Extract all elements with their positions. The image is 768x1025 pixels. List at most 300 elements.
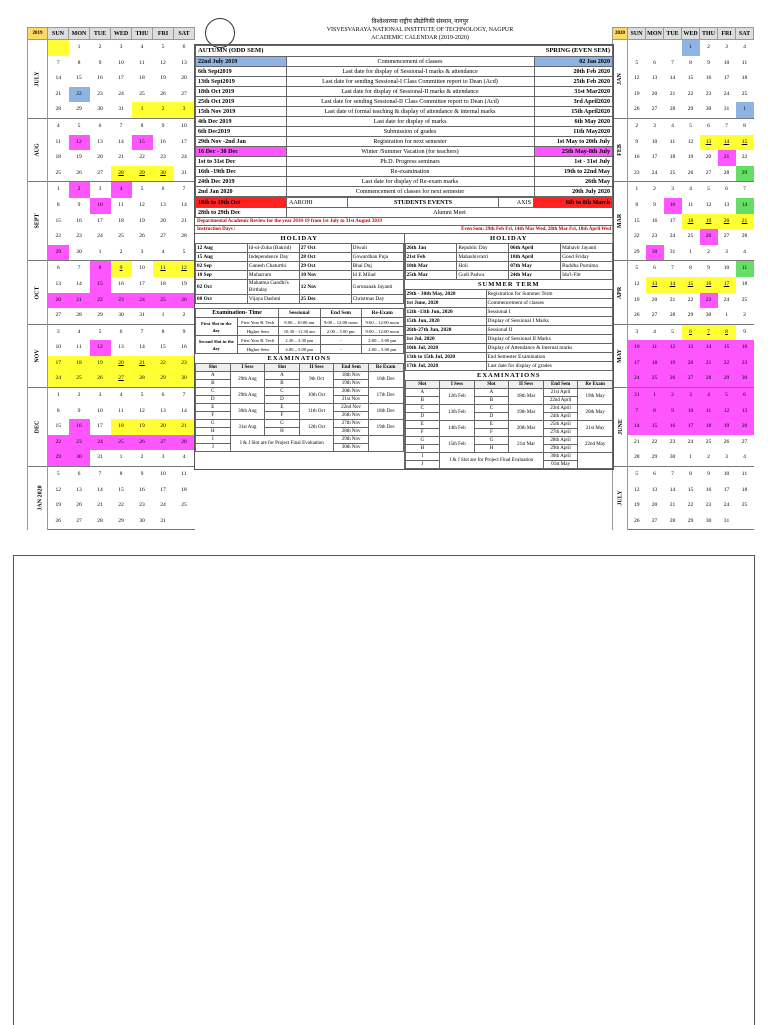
day-cell: 3 <box>174 102 195 118</box>
day-cell: 1 <box>48 388 69 404</box>
day-cell: 18 <box>139 75 145 82</box>
odd-sem-date: 29th Nov -2nd Jan <box>196 137 287 147</box>
day-cell: 1 <box>628 182 646 198</box>
day-cell: 5 <box>48 467 69 483</box>
event-description: Last date for display of Sessional-II marks & attendance <box>286 87 534 97</box>
day-cell: 19 <box>664 356 682 372</box>
day-cell: 14 <box>736 198 754 214</box>
holiday-name: Good Friday <box>561 253 613 262</box>
time-cell: - <box>320 336 362 345</box>
day-cell: 6 <box>646 467 664 483</box>
day-cell: 22 <box>718 356 736 372</box>
exam-date: 30th Aug <box>230 404 265 420</box>
day-cell: 13 <box>736 404 754 420</box>
day-cell <box>646 40 664 56</box>
day-cell: 15 <box>132 135 153 151</box>
weekday-header: WED <box>682 28 700 40</box>
day-cell: 22 <box>741 154 748 161</box>
day-cell: 21 <box>55 90 62 97</box>
exam-date: 16th Dec <box>368 372 403 388</box>
day-cell: 13 <box>55 280 62 287</box>
holiday-date: 26th Jan <box>405 244 457 253</box>
day-cell: 22 <box>118 502 124 509</box>
holiday-date: 07th May <box>509 262 561 271</box>
day-cell: 28 <box>669 312 676 319</box>
students-events-title: STUDENTS EVENTS <box>348 198 499 208</box>
summer-event: Display of Sessional I Marks <box>486 317 613 326</box>
holiday-date: 10 Nov <box>299 271 351 280</box>
holiday-name: Christmas Day <box>351 295 403 304</box>
day-cell: 4 <box>646 324 664 340</box>
day-cell: 21 <box>118 154 124 161</box>
day-cell: 21 <box>669 502 676 509</box>
slot-cell: B <box>196 380 231 388</box>
day-cell: 27 <box>55 312 62 319</box>
slot-cell: J <box>405 461 440 469</box>
holiday-name: Independence Day <box>247 253 299 262</box>
weekday-header: THU <box>700 28 718 40</box>
day-cell: 6 <box>153 182 174 198</box>
day-cell: 5 <box>628 261 646 277</box>
day-cell: 19 <box>139 217 145 224</box>
day-cell: 10 <box>153 467 174 483</box>
exam-date: 22nd May <box>578 437 613 453</box>
day-cell: 12 <box>687 138 694 145</box>
day-cell: 21 <box>181 217 187 224</box>
day-cell: 12 <box>705 201 712 208</box>
day-cell: 15 <box>687 75 694 82</box>
day-cell: 12 <box>90 340 111 356</box>
day-cell: 29 <box>97 312 103 319</box>
day-cell: 2 <box>707 454 710 461</box>
day-cell: 27 <box>723 233 730 240</box>
day-cell: 25 <box>705 438 712 445</box>
day-cell: 7 <box>664 467 682 483</box>
time-cell: 9:00 – 10:00 am <box>279 318 321 327</box>
day-cell: 10 <box>90 198 111 214</box>
exam-date: 19th Nov <box>334 380 369 388</box>
day-cell: 31 <box>139 312 145 319</box>
day-cell: 31 <box>723 106 730 113</box>
day-cell: 26 <box>723 438 730 445</box>
day-cell: 13 <box>651 486 658 493</box>
day-cell: 14 <box>664 277 682 293</box>
day-cell: 28 <box>181 233 187 240</box>
even-sem-date: 31st Mar2020 <box>534 87 613 97</box>
day-cell: 23 <box>705 90 712 97</box>
holiday-name: Holi <box>457 262 509 271</box>
exam-date: 29th April <box>543 445 578 453</box>
weekday-header: FRI <box>718 28 736 40</box>
day-cell: 22 <box>139 154 145 161</box>
day-cell: 23 <box>69 435 90 451</box>
institute-name: VISVESVARAYA NATIONAL INSTITUTE OF TECHNOLOGY, NAGPUR <box>326 27 514 33</box>
day-cell: 18 <box>669 154 676 161</box>
day-cell: 20 <box>181 75 187 82</box>
day-cell: 23 <box>97 90 103 97</box>
day-cell: 8 <box>646 404 664 420</box>
day-cell: 8 <box>90 261 111 277</box>
day-cell: 5 <box>682 118 700 134</box>
holiday-date: 06th April <box>509 244 561 253</box>
day-cell: 10 <box>97 407 103 414</box>
slot-cell: H <box>265 428 300 436</box>
day-cell: 17 <box>628 356 646 372</box>
slot-cell: C <box>474 405 509 413</box>
day-cell: 13 <box>646 277 664 293</box>
day-cell: 1 <box>646 388 664 404</box>
holidays-even <box>405 243 614 280</box>
day-cell: 21 <box>132 356 153 372</box>
day-cell: 19 <box>90 356 111 372</box>
weekday-header: TUE <box>90 28 111 40</box>
day-cell: 25 <box>153 293 174 309</box>
day-cell: 8 <box>77 59 81 66</box>
holiday-name: Vijaya Dashmi <box>247 295 299 304</box>
day-cell <box>736 514 754 530</box>
day-cell: 30 <box>153 166 174 182</box>
month-name: FEB <box>616 144 623 156</box>
day-cell: 24 <box>669 233 676 240</box>
holiday-date: 10th April <box>509 253 561 262</box>
day-cell: 14 <box>76 280 82 287</box>
day-cell: 3 <box>628 324 646 340</box>
summer-date: 29th - 30th May, 2020 <box>405 290 486 299</box>
exam-date: 17th Dec <box>368 388 403 404</box>
day-cell: 25 <box>69 371 90 387</box>
alumni-date: 28th to 29th Dec <box>196 208 287 218</box>
summer-event: Display of Sessional II Marks <box>486 335 613 344</box>
day-cell: 26 <box>664 371 682 387</box>
day-cell: 1 <box>725 312 728 319</box>
day-cell: 7 <box>90 467 111 483</box>
exam-date: 28th Nov <box>334 428 369 436</box>
weekday-header: SAT <box>174 28 195 40</box>
day-cell: 17 <box>139 280 145 287</box>
day-cell: 12 <box>633 75 640 82</box>
day-cell: 25 <box>118 233 124 240</box>
day-cell: 1 <box>69 40 90 56</box>
day-cell: 30 <box>646 245 664 261</box>
day-cell: 11 <box>669 138 676 145</box>
day-cell: 4 <box>69 324 90 340</box>
slot-cell: C <box>265 388 300 396</box>
exam-date: 18th Mar <box>509 389 544 405</box>
even-sem-date: 25th May-8th July <box>534 147 613 157</box>
day-cell: 19 <box>633 296 640 303</box>
slot-cell: C <box>196 388 231 396</box>
day-cell: 31 <box>181 169 187 176</box>
day-cell: 29 <box>682 514 700 530</box>
exams-title-right: EXAMINATIONS <box>476 372 541 379</box>
day-cell: 29 <box>76 106 82 113</box>
holiday-name: Mahavir Jayanti <box>561 244 613 253</box>
day-cell: 16 <box>76 217 82 224</box>
day-cell: 18 <box>111 419 132 435</box>
slot-cell: D <box>474 413 509 421</box>
day-cell: 29 <box>651 454 658 461</box>
day-cell: 9 <box>77 407 81 414</box>
time-cell: Higher Sem <box>237 327 279 336</box>
exam-time-table <box>195 308 404 354</box>
day-cell: 16 <box>705 75 712 82</box>
day-cell: 22 <box>69 87 90 103</box>
day-cell: 30 <box>705 312 712 319</box>
day-cell: 21 <box>718 150 736 166</box>
day-cell: 10 <box>664 198 682 214</box>
summer-event: Last date for display of grades <box>486 362 613 371</box>
exams-title-left: EXAMINATIONS <box>267 355 332 362</box>
day-cell: 23 <box>111 293 132 309</box>
day-cell: 21 <box>669 296 676 303</box>
day-cell: 11 <box>118 201 124 208</box>
odd-sem-panel <box>195 234 405 469</box>
day-cell: 23 <box>76 233 82 240</box>
even-sem-date: 1st May to 20th July <box>534 137 613 147</box>
holidays-odd <box>195 243 404 304</box>
day-cell: 1 <box>119 454 123 461</box>
month-name: MAY <box>617 348 623 363</box>
day-cell: 27 <box>651 312 658 319</box>
day-cell: 26 <box>90 371 111 387</box>
axis-label: AXIS <box>499 198 534 208</box>
day-cell: 3 <box>161 454 165 461</box>
even-sem-date: 1st - 31st July <box>534 157 613 167</box>
weekday-header: THU <box>132 28 153 40</box>
day-cell: 26 <box>628 514 646 530</box>
slot-cell: F <box>196 412 231 420</box>
day-cell: 23 <box>651 233 658 240</box>
day-cell: 20 <box>651 296 658 303</box>
day-cell: 27 <box>97 169 103 176</box>
day-cell: 26 <box>687 169 694 176</box>
day-cell: 1 <box>689 454 692 461</box>
day-cell: 22 <box>651 438 658 445</box>
day-cell: 20 <box>705 154 712 161</box>
odd-sem-date: 4th Dec 2019 <box>196 117 287 127</box>
day-cell: 16 <box>160 138 166 145</box>
reexam-col: Re-Exam <box>362 309 404 318</box>
day-cell: 22 <box>153 356 174 372</box>
day-cell: 13 <box>682 340 700 356</box>
even-sem-date: 20th Feb 2020 <box>534 67 613 77</box>
day-cell: 26 <box>160 90 166 97</box>
odd-sem-date: 25th Oct 2019 <box>196 97 287 107</box>
odd-sem-date: 16 Dec - 30 Dec <box>196 147 287 157</box>
event-description: Re-examination <box>286 167 534 177</box>
odd-sem-date: 18th Oct 2019 <box>196 87 287 97</box>
day-cell: 19 <box>55 502 62 509</box>
event-row <box>196 87 613 97</box>
exam-date: 19th May <box>578 389 613 405</box>
day-cell: 21 <box>669 90 676 97</box>
month-label <box>28 324 48 387</box>
endsem-col: End Sem <box>320 309 362 318</box>
day-cell: 4 <box>132 40 153 56</box>
day-cell: 28 <box>700 371 718 387</box>
day-cell: 12 <box>160 59 166 66</box>
summer-date: 15th Jun, 2020 <box>405 317 486 326</box>
day-cell: 5 <box>182 248 186 255</box>
day-cell: 18 <box>682 214 700 230</box>
even-sem-date: 11th May2020 <box>534 127 613 137</box>
summer-event: End Semester Examination <box>486 353 613 362</box>
summer-event: Commencement of classes <box>486 299 613 308</box>
exam-date: 26th Nov <box>334 412 369 420</box>
day-cell: 10 <box>718 467 736 483</box>
day-cell: 23 <box>700 293 718 309</box>
weekday-header: TUE <box>664 28 682 40</box>
day-cell: 6 <box>174 40 195 56</box>
time-cell: 2:00 – 5:00 pm <box>362 336 404 345</box>
day-cell: 5 <box>132 182 153 198</box>
day-cell: 18 <box>55 154 62 161</box>
events-table <box>195 45 613 197</box>
summer-event: Sessional II <box>486 326 613 335</box>
day-cell: 4 <box>743 454 746 461</box>
day-cell: 11 <box>687 201 694 208</box>
year-label: 2019 <box>28 28 48 40</box>
day-cell: 1 <box>736 102 754 118</box>
day-cell: 12 <box>69 135 90 151</box>
day-cell: 8 <box>153 324 174 340</box>
holiday-date: 28 Oct <box>299 253 351 262</box>
day-cell: 8 <box>682 467 700 483</box>
day-cell: 24 <box>132 293 153 309</box>
day-cell: 27 <box>682 371 700 387</box>
day-cell: 18 <box>700 419 718 435</box>
day-cell: 9 <box>174 324 195 340</box>
slot-cell: A <box>196 372 231 380</box>
day-cell: 28 <box>664 514 682 530</box>
day-cell: 7 <box>174 388 195 404</box>
exam-col-header: Slot <box>265 364 300 372</box>
day-cell: 16 <box>139 486 145 493</box>
event-description: Registration for next semester <box>286 137 534 147</box>
day-cell: 14 <box>181 407 187 414</box>
day-cell: 28 <box>633 454 640 461</box>
slot-cell: H <box>474 445 509 453</box>
day-cell: 10 <box>174 118 195 134</box>
day-cell: 28 <box>55 106 62 113</box>
summer-term-title: SUMMER TERM <box>477 281 540 288</box>
summer-event: Registration for Summer Term <box>486 290 613 299</box>
day-cell: 7 <box>718 118 736 134</box>
slot-cell: H <box>405 445 440 453</box>
day-cell: 15 <box>633 217 640 224</box>
year-label: 2020 <box>613 28 628 40</box>
day-cell: 13 <box>181 59 187 66</box>
exams-odd <box>195 363 404 452</box>
day-cell: 6 <box>653 59 656 66</box>
calendar-2020 <box>612 27 754 530</box>
day-cell: 21 <box>97 502 103 509</box>
day-cell: 4 <box>48 118 69 134</box>
event-row <box>196 117 613 127</box>
day-cell: 19 <box>76 154 82 161</box>
day-cell: 14 <box>628 419 646 435</box>
time-cell: 10.30 - 11.30 am <box>279 327 321 336</box>
day-cell: 16 <box>736 340 754 356</box>
day-cell: 5 <box>153 40 174 56</box>
month-label <box>28 467 48 530</box>
day-cell: 29 <box>687 312 694 319</box>
day-cell: 7 <box>671 59 674 66</box>
day-cell: 13 <box>160 407 166 414</box>
day-cell: 25 <box>741 502 748 509</box>
odd-sem-date: 22nd July 2019 <box>196 57 287 67</box>
day-cell: 1 <box>48 182 69 198</box>
even-sem-date: 19th to 22nd May <box>534 167 613 177</box>
day-cell: 6 <box>69 467 90 483</box>
holiday-name: Id-ul-Zuha (Bakrid) <box>247 244 299 253</box>
day-cell: 26 <box>76 169 82 176</box>
day-cell: 10 <box>628 340 646 356</box>
exam-col-header: Slot <box>405 381 440 389</box>
day-cell: 19 <box>160 75 166 82</box>
day-cell: 7 <box>132 324 153 340</box>
slot-cell: A <box>474 389 509 397</box>
exam-date: 24th April <box>543 413 578 421</box>
even-sem-date: 20th July 2020 <box>534 187 613 197</box>
day-cell: 2 <box>646 182 664 198</box>
day-cell: 21 <box>69 293 90 309</box>
day-cell: 22 <box>633 233 640 240</box>
day-cell: 17 <box>718 277 736 293</box>
day-cell: 18 <box>741 486 748 493</box>
day-cell: 30 <box>700 514 718 530</box>
exam-date: 29th Aug <box>230 372 265 388</box>
event-description: Ph.D. Progress seminars <box>286 157 534 167</box>
summer-date: 12th -13th Jun, 2020 <box>405 308 486 317</box>
weekday-header: WED <box>111 28 132 40</box>
odd-sem-date: 24th Dec 2019 <box>196 177 287 187</box>
day-cell: 25 <box>139 90 145 97</box>
day-cell: 7 <box>628 404 646 420</box>
day-cell: 18 <box>741 75 748 82</box>
time-cell: First Year B. Tech <box>237 336 279 345</box>
slot-cell: B <box>405 397 440 405</box>
event-row <box>196 127 613 137</box>
day-cell: 8 <box>132 118 153 134</box>
day-cell: 30 <box>97 106 103 113</box>
holiday-date: 10 Sep <box>196 271 248 280</box>
holiday-title-left: HOLIDAY <box>280 235 318 242</box>
holiday-name: Gudi Padwa <box>457 271 509 280</box>
day-cell: 24 <box>687 438 694 445</box>
event-row <box>196 137 613 147</box>
event-row <box>196 187 613 197</box>
day-cell: 31 <box>153 514 174 530</box>
odd-sem-date: 2nd Jan 2020 <box>196 187 287 197</box>
day-cell: 2 <box>69 388 90 404</box>
day-cell: 20 <box>651 90 658 97</box>
day-cell: 24 <box>651 169 658 176</box>
day-cell: 8 <box>56 407 60 414</box>
weekday-header: FRI <box>153 28 174 40</box>
institute-header <box>250 18 590 42</box>
day-cell: 11 <box>700 404 718 420</box>
day-cell: 15 <box>736 135 754 151</box>
holiday-date: 24th May <box>509 271 561 280</box>
exam-date: 20th Mar <box>509 421 544 437</box>
day-cell: 2 <box>153 102 174 118</box>
event-description: Winter /Summer Vacation (for teachers) <box>286 147 534 157</box>
day-cell: 14 <box>118 138 124 145</box>
day-cell: 26 <box>633 106 640 113</box>
day-cell: 6 <box>646 261 664 277</box>
month-label <box>613 261 628 324</box>
